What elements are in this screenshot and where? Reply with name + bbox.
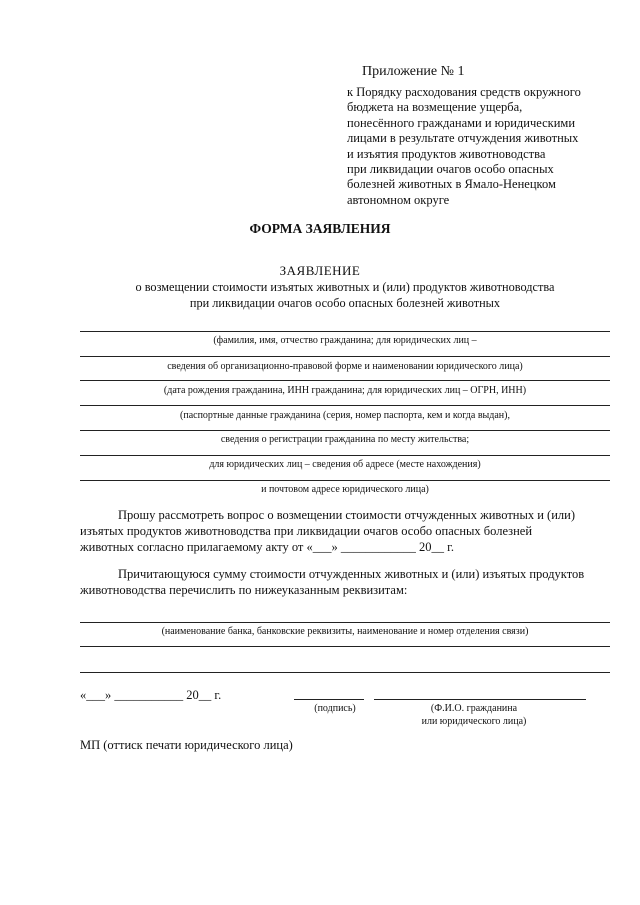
full-name-label-line: или юридического лица) — [421, 716, 527, 727]
bank-details-hint: (наименование банка, банковские реквизиты, наименование и номер отделения связи) — [161, 626, 529, 637]
appendix-line: при ликвидации очагов особо опасных — [347, 162, 554, 177]
field-hint: (дата рождения гражданина, ИНН гражданина; для юридических лиц – ОГРН, ИНН) — [163, 385, 527, 396]
appendix-line: и изъятия продуктов животноводства — [347, 146, 546, 161]
request-line: Прошу рассмотреть вопрос о возмещении стоимости отчужденных животных и (или) — [118, 508, 575, 522]
request-line: изъятых продуктов животноводства при ликвидации очагов особо опасных болезней — [80, 524, 533, 538]
field-hint: сведения о регистрации гражданина по месту жительства; — [220, 434, 470, 445]
payment-line: животноводства перечислить по нижеуказанным реквизитам: — [80, 583, 408, 597]
field-hint: для юридических лиц – сведения об адресе (месте нахождения) — [209, 459, 481, 470]
payment-paragraph — [80, 566, 610, 598]
payment-line: Причитающуюся сумму стоимости отчужденных животных и (или) изъятых продуктов — [118, 567, 585, 581]
request-paragraph — [80, 507, 610, 555]
signature-date[interactable]: «___» ___________ 20__ г. — [80, 688, 222, 702]
bank-details-field-line[interactable] — [80, 622, 610, 623]
full-name-field-line[interactable] — [374, 699, 586, 700]
full-name-label-line: (Ф.И.О. гражданина — [430, 703, 518, 714]
statement-subtitle-line: при ликвидации очагов особо опасных болезней животных — [189, 296, 501, 310]
statement-subtitle-line: о возмещении стоимости изъятых животных и (или) продуктов животноводства — [135, 280, 555, 294]
appendix-line: к Порядку расходования средств окружного — [347, 85, 581, 99]
applicant-passport-field-line[interactable] — [80, 405, 610, 406]
field-hint: (паспортные данные гражданина (серия, номер паспорта, кем и когда выдан), — [180, 410, 510, 421]
appendix-line: понесённого гражданами и юридическими — [347, 115, 576, 130]
request-line: животных согласно прилагаемому акту от «___» ____________ 20__ г. — [80, 540, 454, 554]
form-title: ФОРМА ЗАЯВЛЕНИЯ — [249, 221, 391, 236]
statement-title: ЗАЯВЛЕНИЕ — [279, 263, 361, 278]
field-hint: и почтовом адресе юридического лица) — [261, 484, 429, 495]
applicant-name-field-line[interactable] — [80, 331, 610, 332]
appendix-line: болезней животных в Ямало-Ненецком — [347, 177, 556, 192]
appendix-line: лицами в результате отчуждения животных — [347, 131, 579, 146]
applicant-org-field-line[interactable] — [80, 356, 610, 357]
appendix-title: Приложение № 1 — [362, 64, 465, 79]
signature-field-line[interactable] — [294, 699, 364, 700]
applicant-postal-address-field-line[interactable] — [80, 480, 610, 481]
full-name-label — [394, 702, 554, 728]
signature-label: (подпись) — [314, 703, 356, 714]
applicant-registration-field-line[interactable] — [80, 430, 610, 431]
applicant-inn-field-line[interactable] — [80, 380, 610, 381]
appendix-line: бюджета на возмещение ущерба, — [347, 100, 523, 115]
bank-details-field-line-2[interactable] — [80, 646, 610, 647]
field-hint: (фамилия, имя, отчество гражданина; для юридических лиц – — [213, 335, 477, 346]
stamp-note: МП (оттиск печати юридического лица) — [80, 738, 293, 752]
field-hint: сведения об организационно-правовой форме и наименовании юридического лица) — [167, 361, 523, 372]
applicant-address-field-line[interactable] — [80, 455, 610, 456]
statement-subtitle — [80, 279, 610, 311]
appendix-description — [347, 85, 617, 208]
bank-details-field-line-3[interactable] — [80, 672, 610, 673]
appendix-line: автономном округе — [347, 192, 450, 207]
